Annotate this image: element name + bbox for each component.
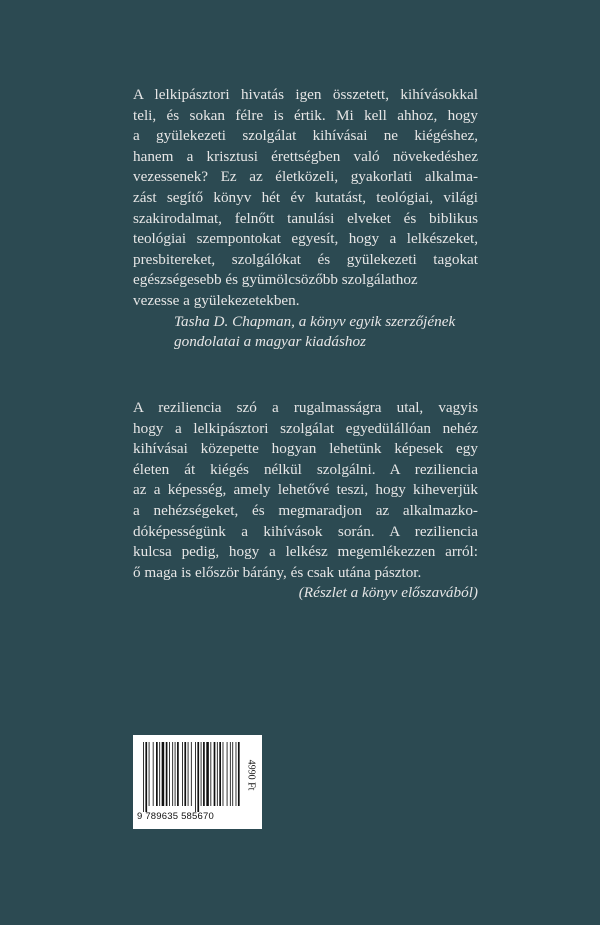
blurb-line: vezessenek? Ez az életközeli, gyakorlati alkalma-	[133, 168, 478, 186]
blurb-line: zást segítő könyv hét év kutatást, teológiai, világi	[133, 188, 478, 206]
excerpt-line: az a képesség, amely lehetővé teszi, hogy kiheverjük	[133, 481, 478, 499]
excerpt-line: dóképességünk a kihívások során. A reziliencia	[133, 522, 478, 540]
attribution-line: Tasha D. Chapman, a könyv egyik szerzőjének	[174, 312, 456, 330]
excerpt-line: A reziliencia szó a rugalmasságra utal, vagyis	[133, 399, 478, 416]
blurb-line: A lelkipásztori hivatás igen összetett, kihívásokkal	[133, 86, 478, 103]
blurb-line: hanem a krisztusi érettségben való növekedéshez	[133, 147, 478, 165]
blurb-line: szakirodalmat, felnőtt tanulási elveket és biblikus	[133, 209, 478, 227]
attribution-line: gondolatai a magyar kiadáshoz	[174, 333, 366, 351]
blurb-line: egészségesebb és gyümölcsözőbb szolgálathoz	[133, 271, 418, 289]
isbn-number: 9 789635 585670	[137, 811, 214, 822]
foreword-excerpt	[133, 398, 478, 604]
price-label: 4990 Ft	[245, 759, 257, 791]
blurb-line: a gyülekezeti szolgálat kihívásai ne kiégéshez,	[133, 127, 478, 145]
excerpt-source: (Részlet a könyv előszavából)	[298, 584, 478, 602]
excerpt-line: a nehézségeket, és megmaradjon az alkalmazko-	[133, 501, 478, 519]
back-cover-blurb	[133, 85, 478, 353]
barcode-label	[133, 735, 262, 829]
excerpt-line: kulcsa pedig, hogy a lelkész megemlékezzen arról:	[133, 543, 478, 561]
blurb-line: teli, és sokan félre is értik. Mi kell ahhoz, hogy	[133, 106, 478, 124]
excerpt-line: kihívásai közepette hogyan lehetünk képesek egy	[133, 440, 478, 458]
blurb-line: vezesse a gyülekezetekben.	[133, 291, 300, 309]
excerpt-line: életen át kiégés nélkül szolgálni. A reziliencia	[133, 460, 478, 478]
blurb-line: presbitereket, szolgálókat és gyülekezeti tagokat	[133, 250, 478, 268]
excerpt-line: hogy a lelkipásztori szolgálat egyedülállóan nehéz	[133, 419, 478, 437]
excerpt-line: ő maga is először bárány, és csak utána pásztor.	[133, 563, 422, 581]
blurb-line: teológiai szempontokat egyesít, hogy a lelkészeket,	[133, 230, 478, 248]
